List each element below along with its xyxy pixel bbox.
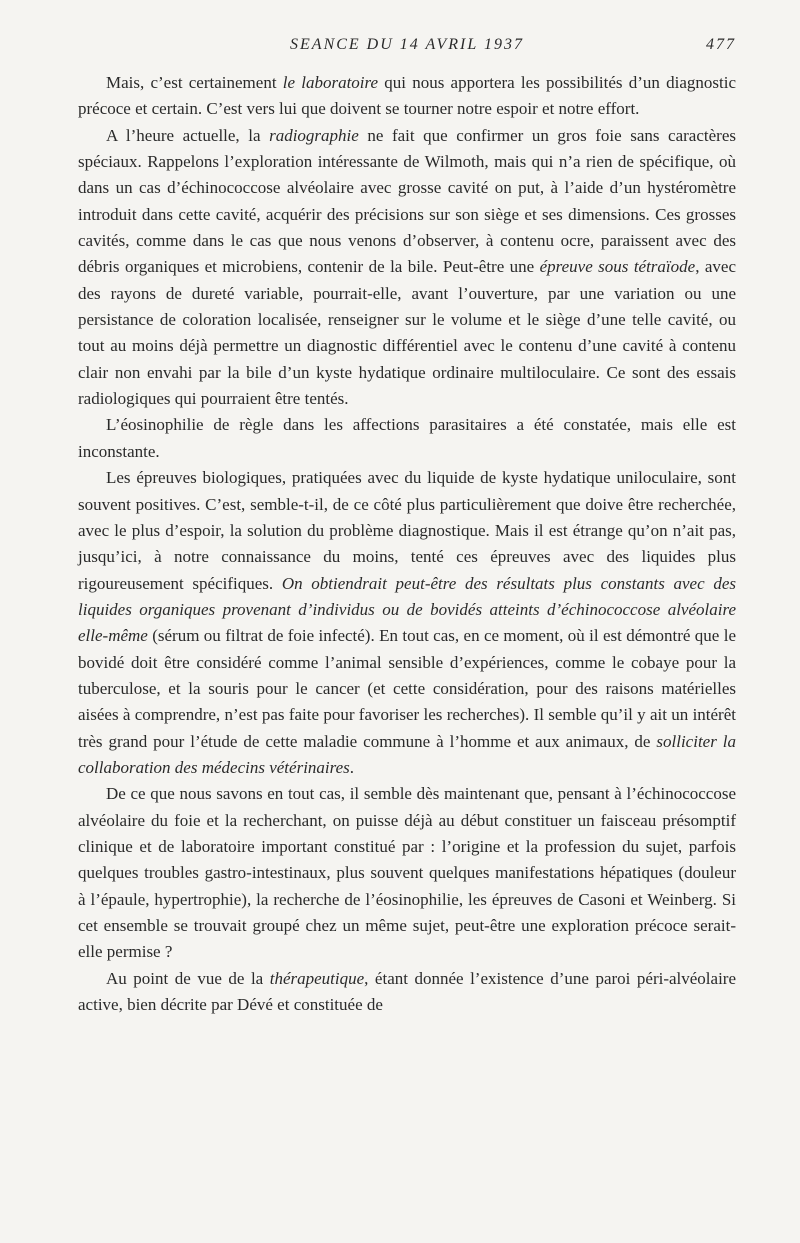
text-run: Au point de vue de la [106,968,270,988]
running-header [78,36,736,60]
paragraph-5 [78,781,736,965]
italic-run: solliciter la collaboration des médecins vétérinaires [78,731,736,777]
text-run: . [349,757,355,777]
text-run: qui nous apportera les possibilités d’un diagnostic précoce et certain. C’est vers lui que doivent se tourner notre espoir et notre effort. [78,73,736,119]
italic-run: thérapeutique [269,968,365,988]
italic-run: épreuve sous tétraïode [539,257,696,277]
paragraph-4 [78,465,736,781]
text-run: L’éosinophilie de règle dans les affections parasitaires a été constatée, mais elle est inconstante. [78,415,736,461]
paragraph-2 [78,123,736,413]
text-run: (sérum ou filtrat de foie infecté). En tout cas, en ce moment, où il est démontré que le bovidé doit être considéré comme l’animal sensible d’expériences, comme le cobaye pour la tuberculose, et la souris pour le cancer (et cette considération, pour des raisons matérielles aisées à comprendre, n’est pas faite pour favoriser les recherches). Il semble qu’il y ait un intérêt très grand pour l’étude de cette maladie commune à l’homme et aux animaux, de [78,626,736,751]
italic-run: radiographie [269,125,359,145]
text-run: Les épreuves biologiques, pratiquées avec du liquide de kyste hydatique uniloculaire, sont souvent positives. C’est, semble-t-il, de ce côté plus particulièrement que doive être recherchée, avec le plus d’espoir, la solution du problème diagnostique. Mais il est étrange qu’on n’ait pas, jusqu’ici, à notre connaissance du moins, tenté ces épreuves avec des liquides plus rigoureusement spécifiques. [78,468,736,593]
italic-run: le laboratoire [282,73,379,92]
text-run: , avec des rayons de dureté variable, pourrait-elle, avant l’ouverture, par une variation ou une persistance de coloration localisée, renseigner sur le volume et le siège d’une telle cavité, ou tout au moins déjà permettre un diagnostic différentiel avec le contenu d’une cavité à contenu clair non envahi par la bile d’un kyste hydatique ordinaire multiloculaire. Ce sont des essais radiologiques qui pourraient être tentés. [78,257,736,409]
text-run: ne fait que confirmer un gros foie sans caractères spéciaux. Rappelons l’exploration intéressante de Wilmoth, mais qui n’a rien de spécifique, où dans un cas d’échinococcose alvéolaire avec grosse cavité on put, à l’aide d’un hystéromètre introduit dans cette cavité, acquérir des précisions sur son siège et ses dimensions. Ces grosses cavités, comme dans le cas que nous venons d’observer, à contenu ocre, paraissent avec des débris organiques et microbiens, contenir de la bile. Peut-être une [78,125,736,277]
paragraph-1 [78,70,736,123]
text-run: A l’heure actuelle, la [106,125,270,145]
text-run: Mais, c’est certainement [106,73,283,92]
page-number: 477 [706,36,736,53]
body-text [78,70,736,1018]
paragraph-6 [78,966,736,1019]
italic-run: On obtiendrait peut-être des résultats plus constants avec des liquides organiques provenant d’individus ou de bovidés atteints d’échinococcose alvéolaire elle-même [78,573,736,646]
paragraph-3 [78,412,736,465]
text-run: De ce que nous savons en tout cas, il semble dès maintenant que, pensant à l’échinococcose alvéolaire du foie et la recherchant, on puisse déjà au début constituer un faisceau présomptif clinique et de laboratoire important constitué par : l’origine et la profession du sujet, parfois quelques troubles gastro-intestinaux, plus souvent quelques manifestations hépatiques (douleur à l’épaule, hypertrophie), la recherche de l’éosinophilie, les épreuves de Casoni et Weinberg. Si cet ensemble se trouvait groupé chez un même sujet, peut-être une exploration précoce serait-elle permise ? [78,784,736,962]
header-title: SEANCE DU 14 AVRIL 1937 [290,36,524,53]
text-run: , étant donnée l’existence d’une paroi péri-alvéolaire active, bien décrite par Dévé et constituée de [78,968,736,1015]
